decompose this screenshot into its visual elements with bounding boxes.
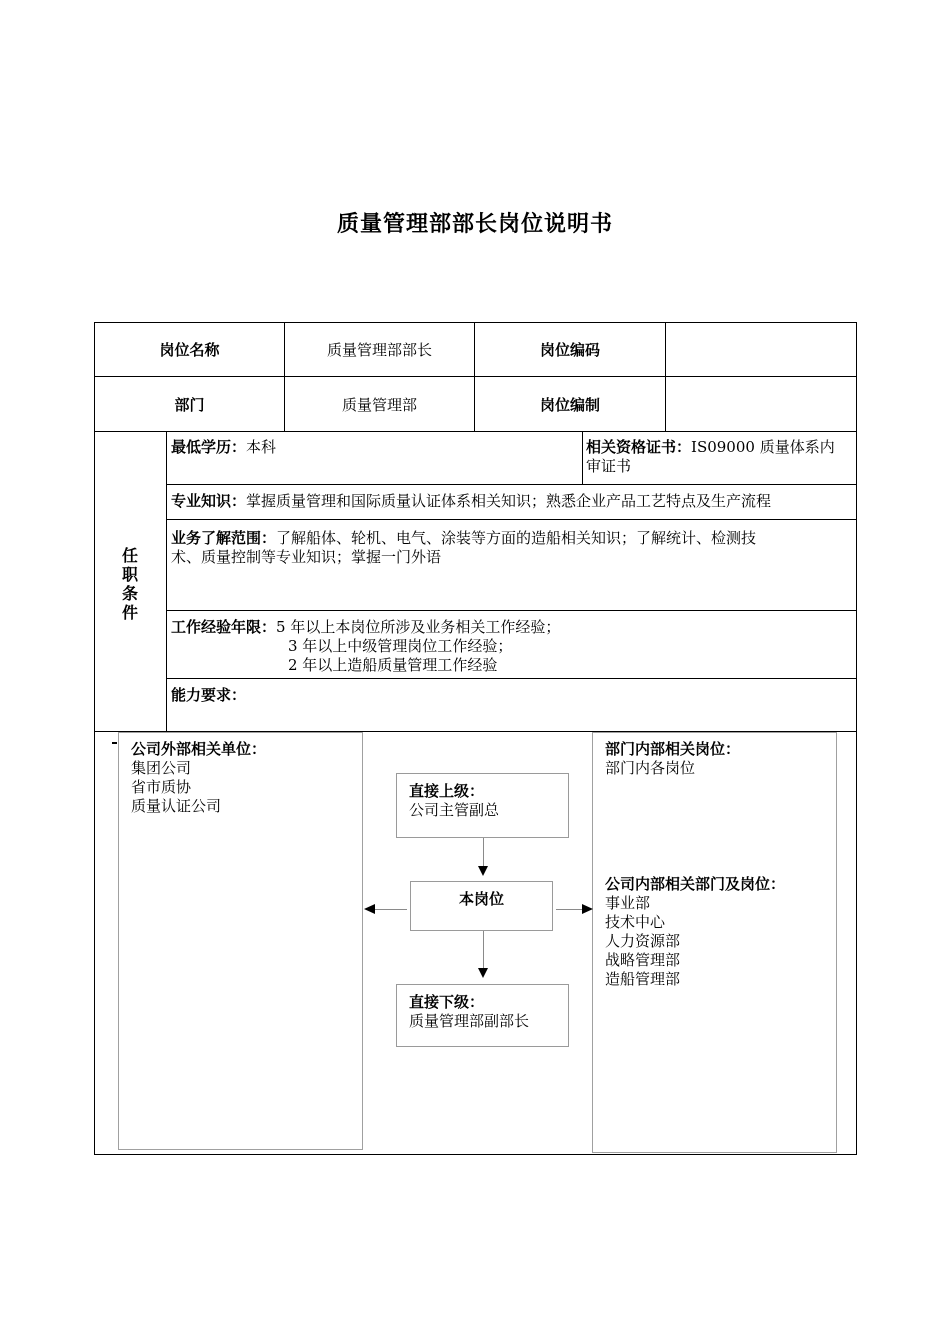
external-relations — [131, 740, 356, 816]
ability-label: 能力要求： — [171, 686, 247, 704]
dept-internal-title: 部门内部相关岗位： — [605, 740, 741, 758]
requirements-section-label: 任 职 条 件 — [121, 546, 138, 622]
company-internal-item: 技术中心 — [605, 913, 666, 931]
education-value: 本科 — [246, 438, 277, 456]
post-name-label: 岗位名称 — [159, 341, 220, 359]
headcount-label: 岗位编制 — [539, 395, 600, 414]
dept-internal-relations — [605, 740, 833, 778]
superior-value: 公司主管副总 — [409, 801, 500, 819]
subordinate-value: 质量管理部副部长 — [409, 1012, 530, 1030]
headcount-value — [666, 377, 856, 431]
education-label: 最低学历： — [171, 438, 247, 456]
experience-line-3: 2 年以上造船质量管理工作经验 — [288, 656, 498, 674]
business-scope-label: 业务了解范围： — [171, 529, 277, 547]
ability-field — [171, 686, 853, 705]
post-code-label: 岗位编码 — [539, 341, 600, 359]
department-label: 部门 — [174, 395, 205, 414]
business-scope-value-line2: 术、质量控制等专业知识；掌握一门外语 — [171, 548, 442, 566]
subordinate-title: 直接下级： — [409, 993, 485, 1011]
experience-field — [171, 618, 853, 675]
external-relations-title: 公司外部相关单位： — [131, 740, 267, 758]
knowledge-value: 掌握质量管理和国际质量认证体系相关知识；熟悉企业产品工艺特点及生产流程 — [246, 492, 772, 510]
certificate-field — [586, 438, 854, 476]
company-internal-item: 人力资源部 — [605, 932, 681, 950]
certificate-label: 相关资格证书： — [586, 438, 692, 456]
external-item: 质量认证公司 — [131, 797, 222, 815]
page-title: 质量管理部部长岗位说明书 — [336, 212, 613, 237]
certificate-value-line2: 审证书 — [586, 457, 632, 475]
department-value: 质量管理部 — [341, 395, 417, 414]
company-internal-item: 战略管理部 — [605, 951, 681, 969]
experience-line-1: 5 年以上本岗位所涉及业务相关工作经验； — [276, 618, 561, 636]
company-internal-relations — [605, 875, 833, 989]
education-field — [171, 438, 576, 457]
subordinate-text — [409, 993, 567, 1031]
hidden-section-label-fragment — [112, 733, 118, 745]
business-scope-value-line1: 了解船体、轮机、电气、涂装等方面的造船相关知识；了解统计、检测技 — [276, 529, 757, 547]
superior-text — [409, 782, 564, 820]
business-scope-field — [171, 529, 853, 567]
company-internal-item: 造船管理部 — [605, 970, 681, 988]
certificate-value-line1: IS09000 质量体系内 — [691, 438, 835, 456]
experience-line-2: 3 年以上中级管理岗位工作经验； — [288, 637, 513, 655]
post-name-value: 质量管理部部长 — [326, 341, 432, 359]
experience-label: 工作经验年限： — [171, 618, 277, 636]
post-code-value — [666, 323, 856, 376]
external-item: 集团公司 — [131, 759, 192, 777]
company-internal-item: 事业部 — [605, 894, 651, 912]
company-internal-title: 公司内部相关部门及岗位： — [605, 875, 786, 893]
external-item: 省市质协 — [131, 778, 192, 796]
knowledge-label: 专业知识： — [171, 492, 247, 510]
superior-title: 直接上级： — [409, 782, 485, 800]
dept-internal-value: 部门内各岗位 — [605, 759, 696, 777]
self-label: 本岗位 — [458, 890, 504, 908]
knowledge-field — [171, 492, 853, 511]
